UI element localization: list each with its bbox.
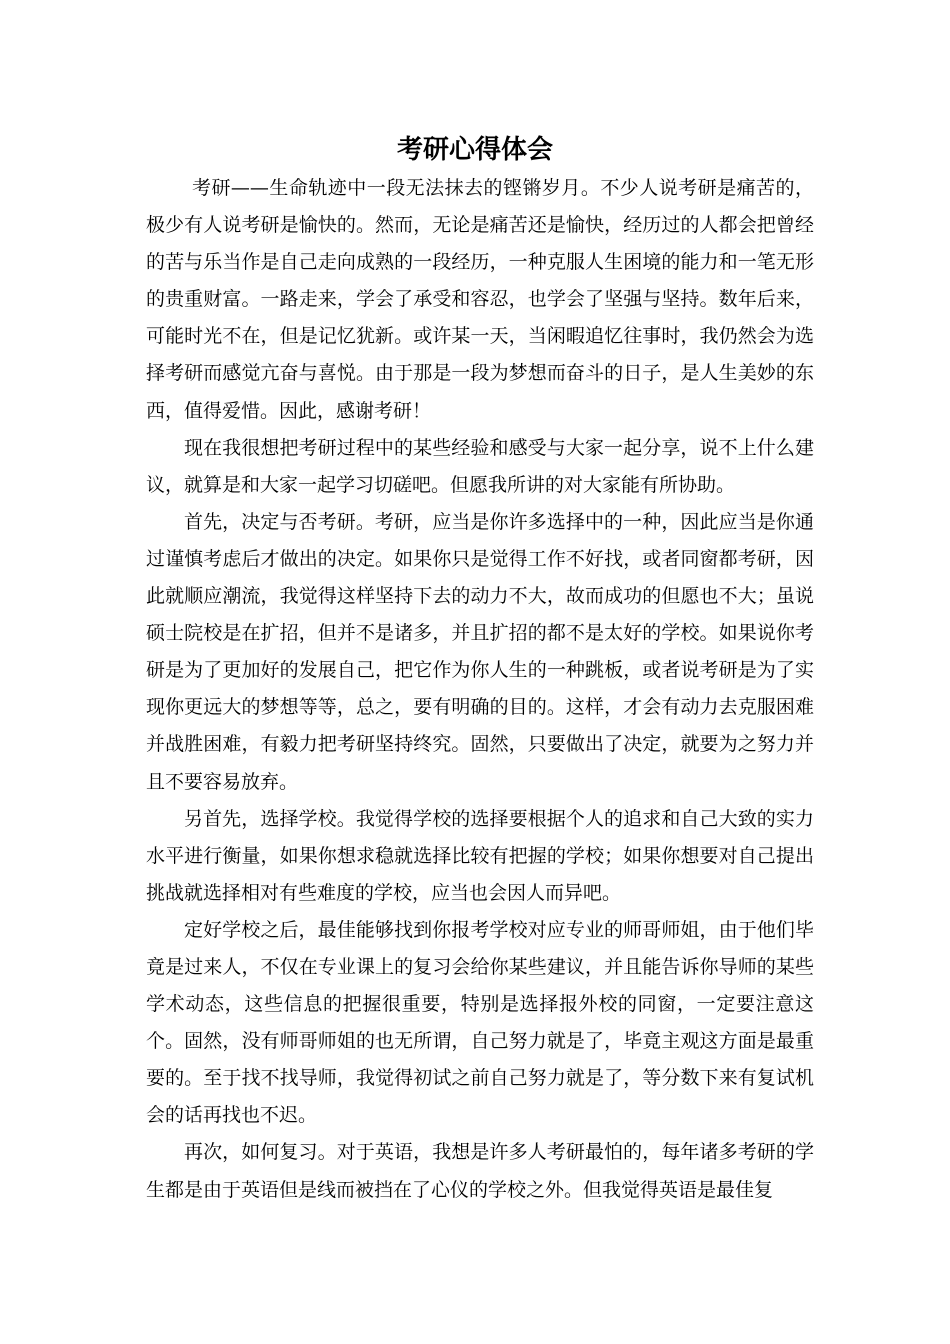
paragraph: 另首先，选择学校。我觉得学校的选择要根据个人的追求和自己大致的实力水平进行衡量，如果你想求稳就选择比较有把握的学校；如果你想要对自己提出挑战就选择相对有些难度的学校，应当也会因人而异吧。 bbox=[146, 807, 814, 904]
document-body bbox=[146, 170, 814, 1209]
document-title: 考研心得体会 bbox=[396, 135, 553, 165]
paragraph: 首先，决定与否考研。考研，应当是你许多选择中的一种，因此应当是你通过谨慎考虑后才做出的决定。如果你只是觉得工作不好找，或者同窗都考研，因此就顺应潮流，我觉得这样坚持下去的动力不大，故而成功的但愿也不大；虽说硕士院校是在扩招，但并不是诸多，并且扩招的都不是太好的学校。如果说你考研是为了更加好的发展自己，把它作为你人生的一种跳板，或者说考研是为了实现你更远大的梦想等等，总之，要有明确的目的。这样，才会有动力去克服困难并战胜困难，有毅力把考研坚持终究。固然，只要做出了决定，就要为之努力并且不要容易放弃。 bbox=[146, 510, 814, 793]
paragraph: 考研——生命轨迹中一段无法抹去的铿锵岁月。不少人说考研是痛苦的，极少有人说考研是愉快的。然而，无论是痛苦还是愉快，经历过的人都会把曾经的苦与乐当作是自己走向成熟的一段经历，一种克服人生困境的能力和一笔无形的贵重财富。一路走来，学会了承受和容忍，也学会了坚强与坚持。数年后来，可能时光不在，但是记忆犹新。或许某一天，当闲暇追忆往事时，我仍然会为选择考研而感觉亢奋与喜悦。由于那是一段为梦想而奋斗的日子，是人生美妙的东西，值得爱惜。因此，感谢考研！ bbox=[146, 177, 814, 422]
paragraph: 定好学校之后，最佳能够找到你报考学校对应专业的师哥师姐，由于他们毕竟是过来人，不仅在专业课上的复习会给你某些建议，并且能告诉你导师的某些学术动态，这些信息的把握很重要，特别是选择报外校的同窗，一定要注意这个。固然，没有师哥师姐的也无所谓，自己努力就是了，毕竟主观这方面是最重要的。至于找不找导师，我觉得初试之前自己努力就是了，等分数下来有复试机会的话再找也不迟。 bbox=[146, 918, 814, 1127]
paragraph: 再次，如何复习。对于英语，我想是许多人考研最怕的，每年诸多考研的学生都是由于英语但是线而被挡在了心仪的学校之外。但我觉得英语是最佳复 bbox=[146, 1141, 814, 1201]
paragraph: 现在我很想把考研过程中的某些经验和感受与大家一起分享，说不上什么建议，就算是和大家一起学习切磋吧。但愿我所讲的对大家能有所协助。 bbox=[146, 436, 814, 496]
